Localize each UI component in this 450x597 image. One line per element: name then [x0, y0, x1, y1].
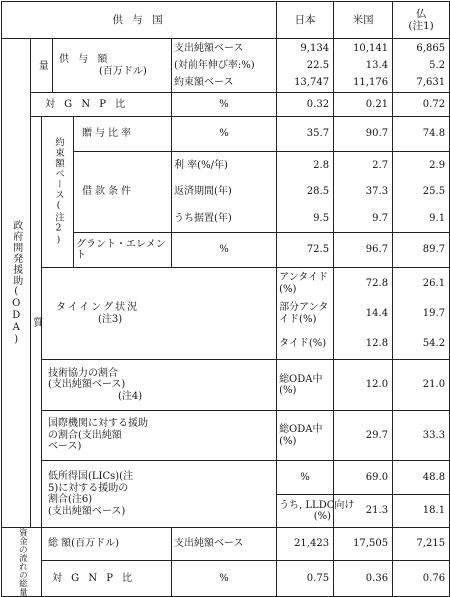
lldc-us: 18.1 [393, 495, 450, 528]
untied-us: 26.1 [393, 268, 450, 300]
header-japan: 日本 [277, 2, 334, 39]
header-france-note: (注1) [408, 20, 434, 32]
commitment-basis-label: 約束額ベース(注2) [42, 117, 74, 268]
yoy-japan: 22.5 [277, 58, 334, 74]
disbursement-france: 6,865 [393, 39, 450, 58]
technical-cooperation-japan: 12.0 [334, 360, 393, 411]
total-flow-us: 17,505 [334, 528, 393, 561]
maturity-france: 25.5 [393, 179, 450, 205]
grant-amount-label-line1: 供 与 額 [59, 54, 111, 65]
grant-amount-label [53, 39, 172, 93]
maturity-unit: 返済期間(年) [172, 179, 277, 205]
tied-us: 54.2 [393, 328, 450, 360]
grant-element-label: グラント・エレメント [74, 233, 172, 268]
untied-unit: アンタイド(%) [277, 268, 334, 300]
technical-cooperation-line1: 技術協力の割合 [48, 367, 118, 379]
lics-line1: 低所得国(LICs)(注 [48, 471, 134, 482]
commitment-japan: 13,747 [277, 74, 334, 93]
gnp-ratio-japan: 0.32 [277, 93, 334, 117]
lics-line4: (支出純額ベース) [48, 505, 126, 517]
international-agencies-label [42, 411, 277, 461]
total-gnp-row [2, 560, 450, 596]
technical-cooperation-row [2, 360, 450, 411]
grant-ratio-unit: % [172, 117, 277, 152]
grant-ratio-japan: 35.7 [277, 117, 334, 152]
total-gnp-unit: % [172, 560, 277, 596]
disbursement-japan: 9,134 [277, 39, 334, 58]
total-flow-label: 総 額(百万ドル) [42, 528, 172, 561]
loan-terms-label: 借款条件 [74, 152, 172, 233]
grant-element-us: 96.7 [334, 233, 393, 268]
technical-cooperation-line3: (注4) [118, 390, 143, 402]
maturity-japan: 28.5 [277, 179, 334, 205]
oda-side-label: 政府開発援助(ODA) [2, 39, 31, 528]
grace-us: 9.7 [334, 205, 393, 233]
grant-ratio-label: 贈与比率 [74, 117, 172, 152]
grant-element-unit: % [172, 233, 277, 268]
total-gnp-us: 0.36 [334, 560, 393, 596]
yoy-france: 5.2 [393, 58, 450, 74]
maturity-us: 37.3 [334, 179, 393, 205]
grant-ratio-france: 74.8 [393, 117, 450, 152]
grant-ratio-us: 90.7 [334, 117, 393, 152]
lldc-unit-line2: (%) [313, 511, 332, 522]
header-donor: 供 与 国 [2, 2, 277, 39]
technical-cooperation-unit: 総ODA中(%) [277, 360, 334, 411]
lics-line2: 5)に対する援助の [48, 482, 129, 494]
gnp-ratio-row [2, 93, 450, 117]
international-agencies-japan: 29.7 [334, 411, 393, 461]
quantity-side-label: 量 [31, 39, 53, 93]
quality-side-label: 質 [31, 117, 42, 528]
grant-element-france: 89.7 [393, 233, 450, 268]
tying-label-line1: タイイング状況 [56, 302, 140, 313]
lics-us: 48.8 [393, 461, 450, 495]
international-agencies-us: 33.3 [393, 411, 450, 461]
partially-untied-unit: 部分アンタイド(%) [277, 300, 334, 328]
yoy-unit: (対前年伸び率:%) [172, 58, 277, 74]
international-agencies-row [2, 411, 450, 461]
disbursement-unit: 支出純額ベース [172, 39, 277, 58]
international-agencies-unit: 総ODA中(%) [277, 411, 334, 461]
tied-unit: タイド(%) [277, 328, 334, 360]
international-agencies-line2: の割合(支出純額 [48, 429, 122, 441]
total-flow-unit: 支出純額ベース [172, 528, 277, 561]
technical-cooperation-label [42, 360, 277, 411]
interest-france: 2.9 [393, 152, 450, 179]
gnp-ratio-france: 0.72 [393, 93, 450, 117]
grant-ratio-row [2, 117, 450, 152]
disbursement-us: 10,141 [334, 39, 393, 58]
technical-cooperation-us: 21.0 [393, 360, 450, 411]
total-gnp-japan: 0.75 [277, 560, 334, 596]
lldc-unit-line1: うち, LLDC向け [279, 499, 355, 511]
yoy-us: 13.4 [334, 58, 393, 74]
grant-element-japan: 72.5 [277, 233, 334, 268]
tied-japan: 12.8 [334, 328, 393, 360]
interest-japan: 2.8 [277, 152, 334, 179]
total-gnp-label: 対 G N P 比 [42, 560, 172, 596]
gnp-ratio-label: 対 G N P 比 [31, 93, 172, 117]
lics-japan: 69.0 [334, 461, 393, 495]
header-row [2, 2, 450, 39]
commitment-unit: 約束額ベース [172, 74, 277, 93]
commitment-us: 11,176 [334, 74, 393, 93]
header-us: 米国 [334, 2, 393, 39]
header-france-name: 仏 [415, 7, 427, 20]
lldc-unit [277, 495, 355, 528]
total-flow-japan: 21,423 [277, 528, 334, 561]
commitment-france: 7,631 [393, 74, 450, 93]
lics-unit: % [277, 461, 334, 495]
total-flow-row [2, 528, 450, 561]
grace-japan: 9.5 [277, 205, 334, 233]
international-agencies-line1: 国際機関に対する援助 [48, 418, 148, 430]
tying-label-line2: (注3) [98, 313, 123, 325]
interest-unit: 利 率(%/年) [172, 152, 277, 179]
total-flow-france: 7,215 [393, 528, 450, 561]
gnp-ratio-us: 0.21 [334, 93, 393, 117]
grant-amount-label-line2: (百万ドル) [99, 65, 147, 77]
lics-line3: 割合(注6) [48, 494, 93, 505]
interest-us: 2.7 [334, 152, 393, 179]
disbursement-row [2, 39, 450, 58]
untied-japan: 72.8 [334, 268, 393, 300]
gnp-ratio-unit: % [172, 93, 277, 117]
lics-row [2, 461, 450, 495]
grace-france: 9.1 [393, 205, 450, 233]
oda-comparison-table [1, 1, 450, 597]
technical-cooperation-line2: (支出純額ベース) [48, 379, 126, 391]
tying-label [42, 268, 277, 360]
grace-unit: うち据置(年) [172, 205, 277, 233]
header-france [393, 2, 450, 39]
international-agencies-line3: ベース) [48, 441, 82, 453]
partially-untied-us: 19.7 [393, 300, 450, 328]
lics-label [42, 461, 277, 528]
untied-row [2, 268, 450, 300]
total-flow-side-label: 資金の流れの総量 [2, 528, 42, 597]
lldc-japan: 21.3 [334, 495, 393, 528]
partially-untied-japan: 14.4 [334, 300, 393, 328]
total-gnp-france: 0.76 [393, 560, 450, 596]
